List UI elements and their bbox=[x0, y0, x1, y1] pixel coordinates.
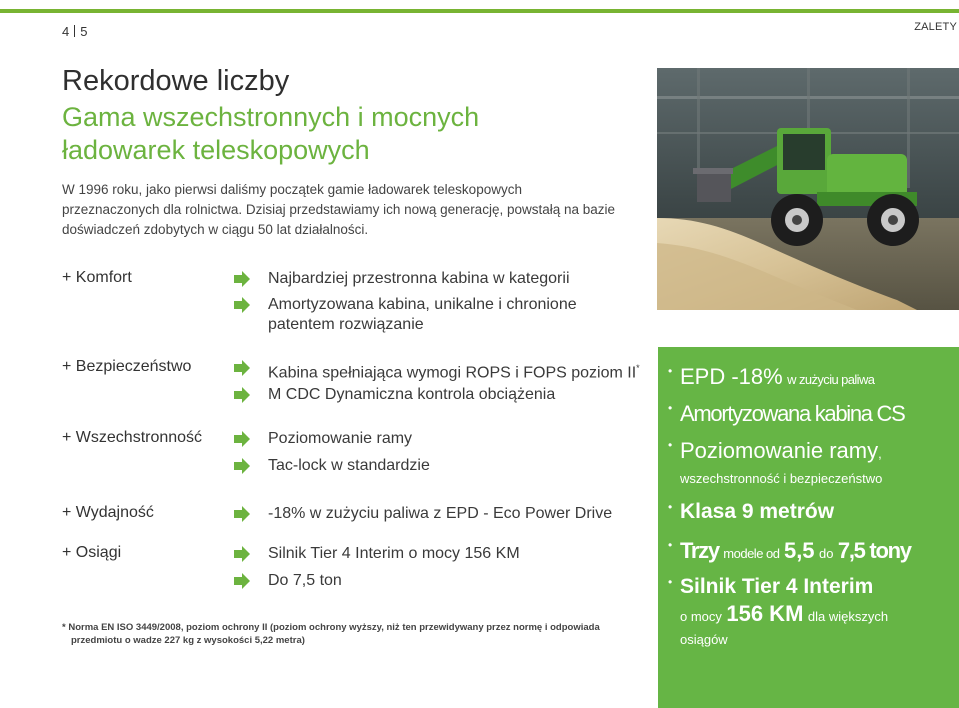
highlight-epd-caption: w zużyciu paliwa bbox=[787, 372, 875, 387]
bullet: • bbox=[668, 500, 673, 514]
highlight-models-to-value: 7,5 tony bbox=[837, 538, 911, 563]
feature-text: Tac-lock w standardzie bbox=[268, 457, 430, 474]
category-comfort: + Komfort bbox=[62, 269, 132, 286]
highlight-frame-caption-text: wszechstronność i bezpieczeństwo bbox=[680, 471, 883, 486]
green-right-arrow-icon bbox=[232, 296, 252, 314]
highlight-class bbox=[668, 500, 835, 524]
bullet: • bbox=[668, 575, 673, 589]
intro-paragraph: W 1996 roku, jako pierwsi daliśmy początek gamie ładowarek teleskopowych przeznaczonych dla rolnictwa. Dzisiaj przedstawiamy ich nową generację, powstałą na bazie doświadczeń zdobytych w ciągu 50 lat działalności. bbox=[62, 182, 616, 237]
highlight-power-value: 156 KM bbox=[726, 601, 804, 626]
page-numbers bbox=[62, 24, 87, 39]
highlight-power-post: dla większych bbox=[807, 609, 889, 624]
bullet: • bbox=[668, 364, 673, 378]
page-separator bbox=[74, 25, 75, 37]
highlight-power-post2: osiągów bbox=[680, 632, 728, 647]
feature-text: Najbardziej przestronna kabina w kategorii bbox=[268, 270, 570, 287]
feature-text-main: Kabina spełniająca wymogi ROPS i FOPS poziom II bbox=[268, 364, 637, 382]
highlight-models-from-word: modele od bbox=[723, 546, 780, 561]
highlight-cab bbox=[668, 401, 905, 427]
page-number-left: 4 bbox=[62, 24, 70, 39]
highlight-frame-caption bbox=[680, 470, 882, 488]
highlight-cab-text: Amortyzowana kabina CS bbox=[680, 401, 905, 426]
highlight-models bbox=[668, 538, 911, 564]
feature-text bbox=[268, 358, 668, 383]
page-subtitle: Gama wszechstronnych i mocnych ładowarek teleskopowych bbox=[62, 102, 480, 165]
bullet: • bbox=[668, 438, 673, 452]
section-label: ZALETY bbox=[914, 21, 957, 33]
green-right-arrow-icon bbox=[232, 457, 252, 475]
page-title: Rekordowe liczby bbox=[62, 65, 290, 97]
highlight-power-pre: o mocy bbox=[680, 609, 722, 624]
footnote-line-2: przedmiotu o wadze 227 kg z wysokości 5,22 metra) bbox=[71, 635, 305, 646]
highlight-engine bbox=[668, 575, 874, 599]
feature-text: Do 7,5 ton bbox=[268, 572, 342, 589]
highlights-box bbox=[658, 347, 959, 708]
highlight-engine-text: Silnik Tier 4 Interim bbox=[680, 575, 874, 598]
feature-text: Silnik Tier 4 Interim o mocy 156 KM bbox=[268, 545, 520, 562]
footnote bbox=[62, 621, 622, 647]
green-right-arrow-icon bbox=[232, 430, 252, 448]
highlight-frame-comma: , bbox=[878, 446, 882, 461]
feature-text: Amortyzowana kabina, unikalne i chronione patentem rozwiązanie bbox=[268, 296, 577, 333]
highlight-frame bbox=[668, 438, 882, 464]
category-efficiency: + Wydajność bbox=[62, 504, 154, 521]
bullet: • bbox=[668, 401, 673, 415]
footnote-line-1: * Norma EN ISO 3449/2008, poziom ochrony II (poziom ochrony wyższy, niż ten przewidywany przez normę i odpowiada bbox=[62, 622, 600, 633]
highlight-power-line2 bbox=[680, 631, 728, 649]
green-right-arrow-icon bbox=[232, 572, 252, 590]
highlight-models-to-word: do bbox=[819, 546, 834, 561]
highlight-models-from-value: 5,5 bbox=[783, 538, 815, 563]
feature-text: Poziomowanie ramy bbox=[268, 430, 413, 447]
green-right-arrow-icon bbox=[232, 270, 252, 288]
green-right-arrow-icon bbox=[232, 545, 252, 563]
page-number-right: 5 bbox=[80, 24, 88, 39]
category-safety: + Bezpieczeństwo bbox=[62, 358, 192, 375]
category-versatility: + Wszechstronność bbox=[62, 429, 203, 446]
bullet: • bbox=[668, 538, 673, 552]
highlight-class-text: Klasa 9 metrów bbox=[680, 500, 835, 523]
category-performance: + Osiągi bbox=[62, 544, 122, 561]
highlight-epd-value: EPD -18% bbox=[680, 364, 783, 389]
highlight-power bbox=[680, 601, 888, 627]
footnote-mark: * bbox=[636, 363, 640, 373]
telehandler-photo bbox=[657, 68, 959, 310]
highlight-models-trzy: Trzy bbox=[680, 538, 719, 563]
green-right-arrow-icon bbox=[232, 386, 252, 404]
highlight-epd bbox=[668, 364, 875, 390]
feature-text: -18% w zużyciu paliwa z EPD - Eco Power Drive bbox=[268, 505, 613, 522]
top-accent-bar bbox=[0, 9, 959, 13]
green-right-arrow-icon bbox=[232, 359, 252, 377]
feature-text: M CDC Dynamiczna kontrola obciążenia bbox=[268, 386, 556, 403]
green-right-arrow-icon bbox=[232, 505, 252, 523]
highlight-frame-title: Poziomowanie ramy bbox=[680, 438, 879, 463]
